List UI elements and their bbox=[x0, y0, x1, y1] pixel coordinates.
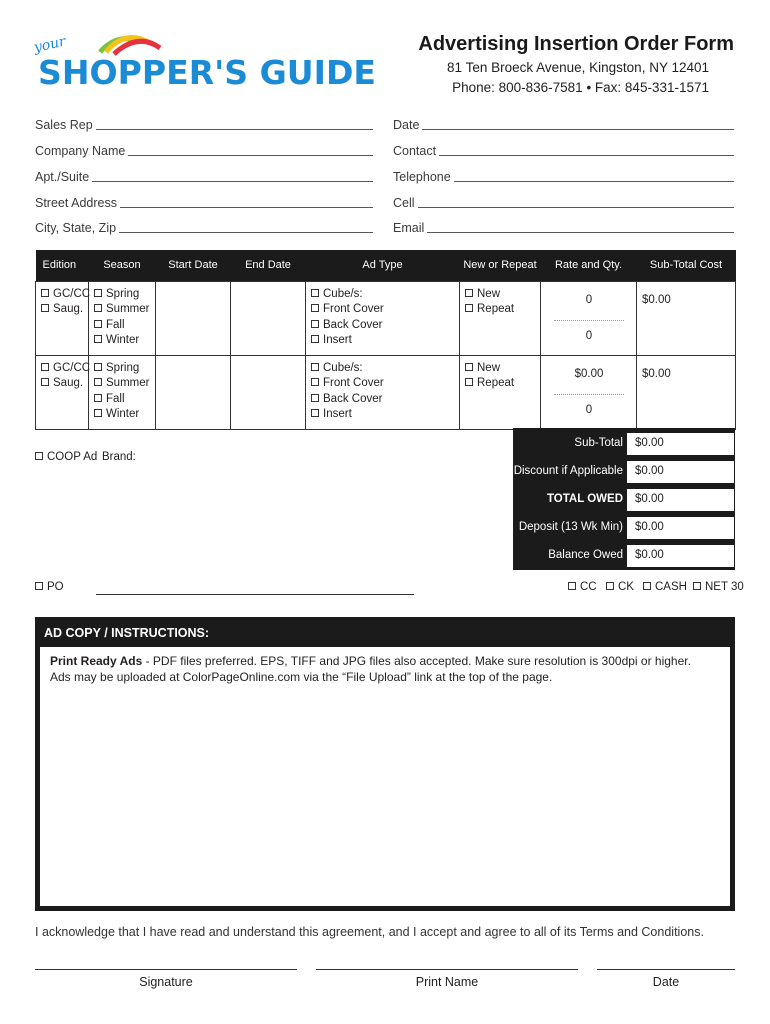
checkbox-icon[interactable] bbox=[41, 289, 49, 297]
payment-net30-checkbox[interactable]: NET 30 bbox=[693, 581, 744, 593]
date-field[interactable] bbox=[393, 114, 734, 132]
checkbox-icon[interactable] bbox=[35, 452, 43, 460]
deposit-value[interactable]: $0.00 bbox=[627, 517, 734, 539]
repeat-checkbox[interactable]: Repeat bbox=[465, 376, 536, 392]
checkbox-icon[interactable] bbox=[568, 582, 576, 590]
contact-field[interactable] bbox=[393, 140, 734, 158]
date-label: Date bbox=[393, 118, 420, 132]
telephone-line[interactable] bbox=[454, 170, 734, 182]
city-state-zip-field[interactable] bbox=[35, 217, 373, 235]
start-date-cell[interactable] bbox=[156, 281, 231, 355]
checkbox-icon[interactable] bbox=[41, 363, 49, 371]
telephone-field[interactable] bbox=[393, 166, 734, 184]
checkbox-icon[interactable] bbox=[465, 378, 473, 386]
discount-row bbox=[513, 461, 735, 483]
acknowledgement-text: I acknowledge that I have read and understand this agreement, and I accept and agree to all of its Terms and Conditions. bbox=[35, 925, 704, 939]
ad-copy-box[interactable] bbox=[35, 647, 735, 911]
checkbox-icon[interactable] bbox=[693, 582, 701, 590]
phone-fax-line: Phone: 800-836-7581 • Fax: 845-331-1571 bbox=[452, 80, 709, 95]
new-repeat-cell bbox=[460, 281, 541, 355]
total-owed-label: TOTAL OWED bbox=[546, 493, 623, 505]
edition-cell bbox=[36, 281, 89, 355]
brand-label: Brand: bbox=[102, 451, 136, 463]
checkbox-icon[interactable] bbox=[94, 304, 102, 312]
qty-value[interactable]: 0 bbox=[585, 330, 593, 342]
balance-owed-label: Balance Owed bbox=[548, 549, 623, 561]
checkbox-icon[interactable] bbox=[41, 304, 49, 312]
coop-ad-label: COOP Ad bbox=[47, 451, 98, 463]
street-address-line[interactable] bbox=[120, 196, 373, 208]
ad-copy-line-1 bbox=[50, 653, 730, 669]
shoppers-guide-logo bbox=[30, 30, 380, 92]
checkbox-icon[interactable] bbox=[311, 378, 319, 386]
logo-prefix: your bbox=[32, 33, 68, 56]
season-cell bbox=[89, 281, 156, 355]
adtype-insert-checkbox[interactable]: Insert bbox=[311, 333, 455, 349]
table-header-row bbox=[36, 250, 736, 281]
header-ad-type: Ad Type bbox=[306, 250, 460, 281]
ad-type-cell bbox=[306, 281, 460, 355]
table-row bbox=[36, 281, 736, 355]
checkbox-icon[interactable] bbox=[94, 289, 102, 297]
rate-qty-cell[interactable] bbox=[541, 355, 637, 429]
company-name-field[interactable] bbox=[35, 140, 373, 158]
edition-gccc-checkbox[interactable]: GC/CC bbox=[41, 361, 84, 377]
checkbox-icon[interactable] bbox=[311, 409, 319, 417]
checkbox-icon[interactable] bbox=[41, 378, 49, 386]
subtotal-cell[interactable] bbox=[637, 355, 736, 429]
season-winter-checkbox[interactable]: Winter bbox=[94, 407, 151, 423]
subtotal-row bbox=[513, 433, 735, 455]
rate-qty-cell[interactable] bbox=[541, 281, 637, 355]
edition-cell bbox=[36, 355, 89, 429]
checkbox-icon[interactable] bbox=[94, 335, 102, 343]
form-title: Advertising Insertion Order Form bbox=[418, 33, 734, 55]
checkbox-icon[interactable] bbox=[311, 335, 319, 343]
adtype-cubes-checkbox[interactable]: Cube/s: bbox=[311, 361, 455, 377]
edition-saug-checkbox[interactable]: Saug. bbox=[41, 376, 84, 392]
new-checkbox[interactable]: New bbox=[465, 361, 536, 377]
checkbox-icon[interactable] bbox=[311, 289, 319, 297]
apt-suite-line[interactable] bbox=[92, 170, 373, 182]
signature-line[interactable]: Signature bbox=[35, 969, 297, 989]
company-address bbox=[390, 58, 709, 98]
apt-suite-field[interactable] bbox=[35, 166, 373, 184]
street-address-label: Street Address bbox=[35, 196, 117, 210]
rate-separator bbox=[554, 394, 624, 395]
end-date-cell[interactable] bbox=[231, 355, 306, 429]
checkbox-icon[interactable] bbox=[94, 409, 102, 417]
sales-rep-label: Sales Rep bbox=[35, 118, 93, 132]
street-address-field[interactable] bbox=[35, 192, 373, 210]
header-new-or-repeat: New or Repeat bbox=[460, 250, 541, 281]
header-rate-qty: Rate and Qty. bbox=[541, 250, 637, 281]
edition-saug-checkbox[interactable]: Saug. bbox=[41, 302, 84, 318]
rate-value[interactable]: 0 bbox=[585, 293, 593, 306]
checkbox-icon[interactable] bbox=[94, 363, 102, 371]
date-line[interactable] bbox=[422, 118, 734, 130]
new-repeat-cell bbox=[460, 355, 541, 429]
season-fall-checkbox[interactable]: Fall bbox=[94, 318, 151, 334]
cell-field[interactable] bbox=[393, 192, 734, 210]
rate-value[interactable]: $0.00 bbox=[574, 367, 604, 380]
checkbox-icon[interactable] bbox=[94, 320, 102, 328]
season-cell bbox=[89, 355, 156, 429]
adtype-cubes-checkbox[interactable]: Cube/s: bbox=[311, 287, 455, 303]
company-name-label: Company Name bbox=[35, 144, 126, 158]
qty-value[interactable]: 0 bbox=[585, 404, 593, 416]
payment-cc-checkbox[interactable]: CC bbox=[568, 581, 597, 593]
total-owed-row bbox=[513, 489, 735, 511]
payment-cash-checkbox[interactable]: CASH bbox=[643, 581, 687, 593]
logo-text: SHOPPER'S GUIDE bbox=[38, 53, 376, 92]
new-checkbox[interactable]: New bbox=[465, 287, 536, 303]
signature-date-line[interactable]: Date bbox=[597, 969, 735, 989]
adtype-insert-checkbox[interactable]: Insert bbox=[311, 407, 455, 423]
coop-ad-checkbox[interactable] bbox=[35, 451, 97, 463]
season-spring-checkbox[interactable]: Spring bbox=[94, 361, 151, 377]
subtotal-cell[interactable] bbox=[637, 281, 736, 355]
cell-label: Cell bbox=[393, 196, 415, 210]
checkbox-icon[interactable] bbox=[643, 582, 651, 590]
repeat-checkbox[interactable]: Repeat bbox=[465, 302, 536, 318]
checkbox-icon[interactable] bbox=[465, 304, 473, 312]
contact-line[interactable] bbox=[439, 144, 734, 156]
checkbox-icon[interactable] bbox=[94, 394, 102, 402]
email-field[interactable] bbox=[393, 217, 734, 235]
checkbox-icon[interactable] bbox=[94, 378, 102, 386]
checkbox-icon[interactable] bbox=[311, 363, 319, 371]
header-end-date: End Date bbox=[231, 250, 306, 281]
adtype-front-cover-checkbox[interactable]: Front Cover bbox=[311, 376, 455, 392]
checkbox-icon[interactable] bbox=[465, 363, 473, 371]
checkbox-icon[interactable] bbox=[35, 582, 43, 590]
ad-copy-heading: AD COPY / INSTRUCTIONS: bbox=[35, 617, 735, 647]
deposit-row bbox=[513, 517, 735, 539]
po-checkbox[interactable] bbox=[35, 581, 64, 593]
total-owed-value[interactable]: $0.00 bbox=[627, 489, 734, 511]
deposit-label: Deposit (13 Wk Min) bbox=[518, 521, 623, 533]
adtype-front-cover-checkbox[interactable]: Front Cover bbox=[311, 302, 455, 318]
print-ready-ads-label: Print Ready Ads bbox=[50, 654, 143, 668]
address-line: 81 Ten Broeck Avenue, Kingston, NY 12401 bbox=[447, 60, 709, 75]
city-state-zip-line[interactable] bbox=[119, 221, 373, 233]
checkbox-icon[interactable] bbox=[311, 394, 319, 402]
adtype-back-cover-checkbox[interactable]: Back Cover bbox=[311, 318, 455, 334]
subtotal-label: Sub-Total bbox=[574, 437, 623, 449]
season-fall-checkbox[interactable]: Fall bbox=[94, 392, 151, 408]
season-winter-checkbox[interactable]: Winter bbox=[94, 333, 151, 349]
rate-separator bbox=[554, 320, 624, 321]
subtotal-value[interactable]: $0.00 bbox=[642, 293, 671, 306]
adtype-back-cover-checkbox[interactable]: Back Cover bbox=[311, 392, 455, 408]
header-season: Season bbox=[89, 250, 156, 281]
po-label: PO bbox=[47, 581, 64, 593]
discount-value[interactable]: $0.00 bbox=[627, 461, 734, 483]
header-subtotal-cost: Sub-Total Cost bbox=[637, 250, 736, 281]
table-row bbox=[36, 355, 736, 429]
email-label: Email bbox=[393, 221, 425, 235]
discount-label: Discount if Applicable bbox=[513, 465, 623, 477]
totals-panel bbox=[513, 428, 735, 570]
cell-line[interactable] bbox=[418, 196, 734, 208]
end-date-cell[interactable] bbox=[231, 281, 306, 355]
order-table bbox=[35, 250, 736, 430]
header-edition: Edition bbox=[36, 250, 89, 281]
checkbox-icon[interactable] bbox=[606, 582, 614, 590]
subtotal-value[interactable]: $0.00 bbox=[642, 367, 671, 380]
po-number-line[interactable] bbox=[96, 594, 414, 595]
season-summer-checkbox[interactable]: Summer bbox=[94, 302, 151, 318]
contact-label: Contact bbox=[393, 144, 437, 158]
subtotal-total-value[interactable]: $0.00 bbox=[627, 433, 734, 455]
balance-owed-value[interactable]: $0.00 bbox=[627, 545, 734, 567]
edition-gccc-checkbox[interactable]: GC/CC bbox=[41, 287, 84, 303]
checkbox-icon[interactable] bbox=[311, 304, 319, 312]
company-name-line[interactable] bbox=[128, 144, 373, 156]
email-line[interactable] bbox=[427, 221, 734, 233]
season-spring-checkbox[interactable]: Spring bbox=[94, 287, 151, 303]
ad-type-cell bbox=[306, 355, 460, 429]
telephone-label: Telephone bbox=[393, 170, 451, 184]
balance-owed-row bbox=[513, 545, 735, 567]
ad-copy-text-1: - PDF files preferred. EPS, TIFF and JPG files also accepted. Make sure resolution is 300dpi or higher. bbox=[142, 654, 691, 668]
checkbox-icon[interactable] bbox=[465, 289, 473, 297]
header-start-date: Start Date bbox=[156, 250, 231, 281]
apt-suite-label: Apt./Suite bbox=[35, 170, 90, 184]
sales-rep-line[interactable] bbox=[96, 118, 373, 130]
checkbox-icon[interactable] bbox=[311, 320, 319, 328]
payment-ck-checkbox[interactable]: CK bbox=[606, 581, 634, 593]
sales-rep-field[interactable] bbox=[35, 114, 373, 132]
ad-copy-text-2: Ads may be uploaded at ColorPageOnline.com via the “File Upload” link at the top of the page. bbox=[50, 670, 553, 684]
print-name-line[interactable]: Print Name bbox=[316, 969, 578, 989]
season-summer-checkbox[interactable]: Summer bbox=[94, 376, 151, 392]
city-state-zip-label: City, State, Zip bbox=[35, 221, 117, 235]
start-date-cell[interactable] bbox=[156, 355, 231, 429]
